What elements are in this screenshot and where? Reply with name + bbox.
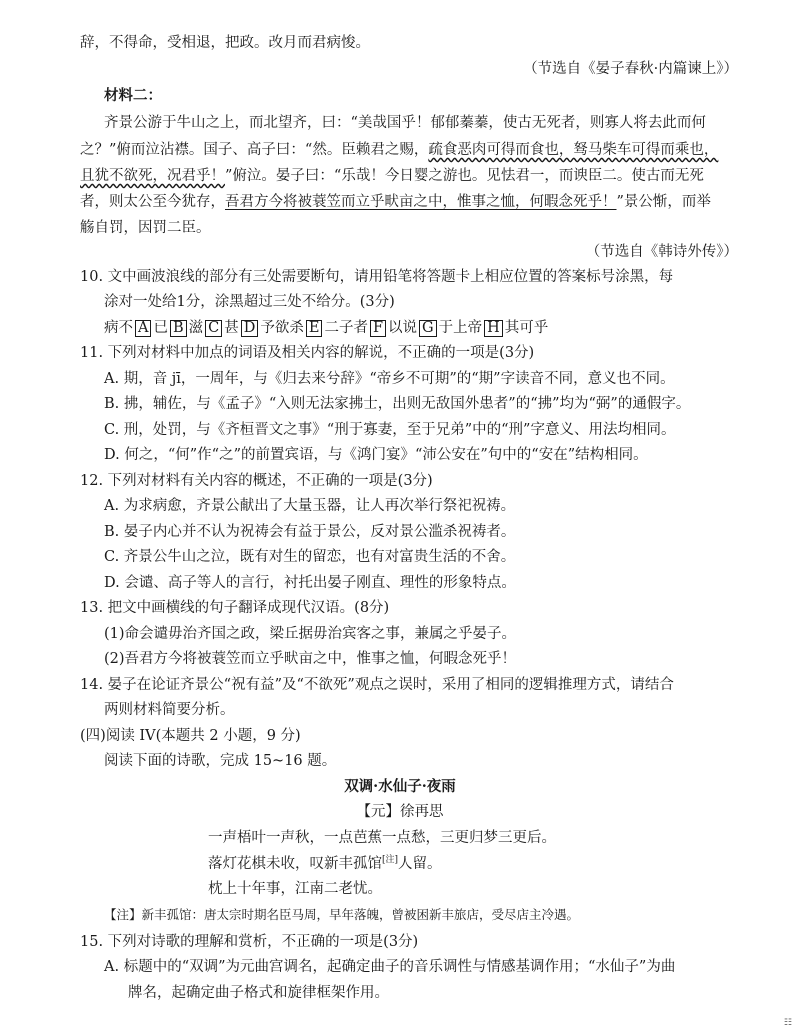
q10-text-seg: 甚 xyxy=(224,320,239,336)
q15-option-a-line-2: 牌名，起确定曲子格式和旋律框架作用。 xyxy=(128,985,389,1001)
footnote-marker: [注] xyxy=(382,855,399,865)
q10-text-seg: 其可乎 xyxy=(504,320,549,336)
material2-line-2 xyxy=(80,143,718,158)
material1-end-line: 辞，不得命，受相退，把政。改月而君病悛。 xyxy=(80,35,370,51)
poem-line-3: 枕上十年事，江南二老忧。 xyxy=(208,881,382,897)
q12-option-a: A. 为求病愈，齐景公献出了大量玉器，让人再次举行祭祀祝祷。 xyxy=(104,498,516,514)
q11-stem: 11. 下列对材料中加点的词语及相关内容的解说，不正确的一项是(3分) xyxy=(80,345,535,361)
q10-text-seg: 于上帝 xyxy=(438,320,483,336)
poem-title: 双调·水仙子·夜雨 xyxy=(344,778,456,795)
q13-sentence-2: (2)吾君方今将被蓑笠而立乎畎亩之中，惟事之恤，何暇念死乎！ xyxy=(104,651,517,667)
q10-option-d[interactable]: D xyxy=(241,320,259,337)
q11-option-d: D. 何之，“何”作“之”的前置宾语，与《鸿门宴》“沛公安在”句中的“安在”结构相同。 xyxy=(104,447,648,463)
q10-text-seg: 以说 xyxy=(388,320,418,336)
q10-stem-line-2: 涂对一处给1分，涂黑超过三处不给分。(3分) xyxy=(104,294,395,310)
q10-option-c[interactable]: C xyxy=(205,320,222,337)
q10-text-seg: 病不 xyxy=(104,320,133,336)
q11-option-a: A. 期，音 jī，一周年，与《归去来兮辞》“帝乡不可期”的“期”字读音不同，意义也不同。 xyxy=(104,371,675,387)
q11-option-b: B. 拂，辅佐，与《孟子》“入则无法家拂士，出则无敌国外患者”的“拂”均为“弼”的通假字。 xyxy=(104,396,691,412)
material2-line-4 xyxy=(80,195,711,210)
straight-underlined-sentence: 吾君方今将被蓑笠而立乎畎亩之中，惟事之恤，何暇念死乎！ xyxy=(225,194,617,210)
q10-option-g[interactable]: G xyxy=(419,320,437,337)
q10-option-e[interactable]: E xyxy=(306,320,323,337)
material2-line-4-a: 者，则太公至今犹存， xyxy=(80,194,225,210)
q14-stem-line-1: 14. 晏子在论证齐景公“祝有益”及“不欲死”观点之误时，采用了相同的逻辑推理方式，请结合 xyxy=(80,677,674,693)
q12-option-c: C. 齐景公牛山之泣，既有对生的留恋，也有对富贵生活的不舍。 xyxy=(104,549,516,565)
poem-note: 【注】新丰孤馆：唐太宗时期名臣马周，早年落魄，曾被困新丰旅店，受尽店主冷遇。 xyxy=(104,907,580,922)
material2-line-3-b: ”俯泣。晏子曰：“乐哉！今日婴之游也。见怯君一，而谀臣二。使古而无死 xyxy=(225,168,704,184)
q15-option-a-line-1: A. 标题中的“双调”为元曲宫调名，起确定曲子的音乐调性与情感基调作用；“水仙子”为曲 xyxy=(104,959,676,975)
source-citation-2: （节选自《韩诗外传》） xyxy=(585,244,738,260)
material2-line-3 xyxy=(80,169,704,184)
poem-line-1: 一声梧叶一声秋，一点芭蕉一点愁，三更归梦三更后。 xyxy=(208,830,556,846)
q10-stem-line-1: 10. 文中画波浪线的部分有三处需要断句，请用铅笔将答题卡上相应位置的答案标号涂黑，每 xyxy=(80,269,674,285)
q12-option-b: B. 晏子内心并不认为祝祷会有益于景公，反对景公滥杀祝祷者。 xyxy=(104,524,516,540)
poem-author: 【元】徐再思 xyxy=(356,804,444,820)
q15-stem: 15. 下列对诗歌的理解和赏析，不正确的一项是(3分) xyxy=(80,934,419,950)
q10-text-seg: 已 xyxy=(153,320,168,336)
q10-option-h[interactable]: H xyxy=(484,320,503,337)
scanner-corner-icon: ☷ xyxy=(783,1018,792,1028)
q10-option-f[interactable]: F xyxy=(370,320,386,337)
q12-option-d: D. 会谴、高子等人的言行，衬托出晏子刚直、理性的形象特点。 xyxy=(104,575,516,591)
q10-text-seg: 予欲杀 xyxy=(260,320,304,336)
material2-heading: 材料二： xyxy=(104,87,162,104)
q10-option-a[interactable]: A xyxy=(135,320,151,337)
wavy-underlined-text-1: 疏食恶肉可得而食也，驽马柴车可得而乘也， xyxy=(428,142,719,158)
q13-stem: 13. 把文中画横线的句子翻译成现代汉语。(8分) xyxy=(80,600,390,616)
material2-line-2-a: 之？”俯而泣沾襟。国子、高子曰：“然。臣赖君之赐， xyxy=(80,142,429,158)
material2-line-5: 觞自罚，因罚二臣。 xyxy=(80,220,211,236)
section4-intro: 阅读下面的诗歌，完成 15~16 题。 xyxy=(104,753,337,769)
wavy-underlined-text-2: 且犹不欲死，况君乎！ xyxy=(80,168,225,184)
q10-text-seg: 二子者 xyxy=(324,320,368,336)
q10-answer-row xyxy=(104,320,548,337)
q10-text-seg: 滋 xyxy=(188,320,204,336)
q11-option-c: C. 刑，处罚，与《齐桓晋文之事》“刑于寡妻，至于兄弟”中的“刑”字意义、用法均相同。 xyxy=(104,422,676,438)
material2-line-1: 齐景公游于牛山之上，而北望齐，曰：“美哉国乎！郁郁蓁蓁，使古无死者，则寡人将去此而何 xyxy=(104,115,706,131)
q12-stem: 12. 下列对材料有关内容的概述，不正确的一项是(3分) xyxy=(80,473,433,489)
section4-heading: (四)阅读 IV(本题共 2 小题，9 分) xyxy=(80,728,301,744)
q14-stem-line-2: 两则材料简要分析。 xyxy=(104,702,235,718)
poem-line-2-a: 落灯花棋未收，叹新丰孤馆 xyxy=(208,855,382,872)
source-citation-1: （节选自《晏子春秋·内篇谏上》） xyxy=(523,61,738,77)
material2-line-4-c: ”景公惭，而举 xyxy=(616,194,711,210)
poem-line-2-b: 人留。 xyxy=(398,855,442,872)
q10-option-b[interactable]: B xyxy=(170,320,187,337)
q13-sentence-1: (1)命会谴毋治齐国之政，梁丘据毋治宾客之事，兼属之乎晏子。 xyxy=(104,626,517,642)
poem-line-2 xyxy=(208,856,442,871)
